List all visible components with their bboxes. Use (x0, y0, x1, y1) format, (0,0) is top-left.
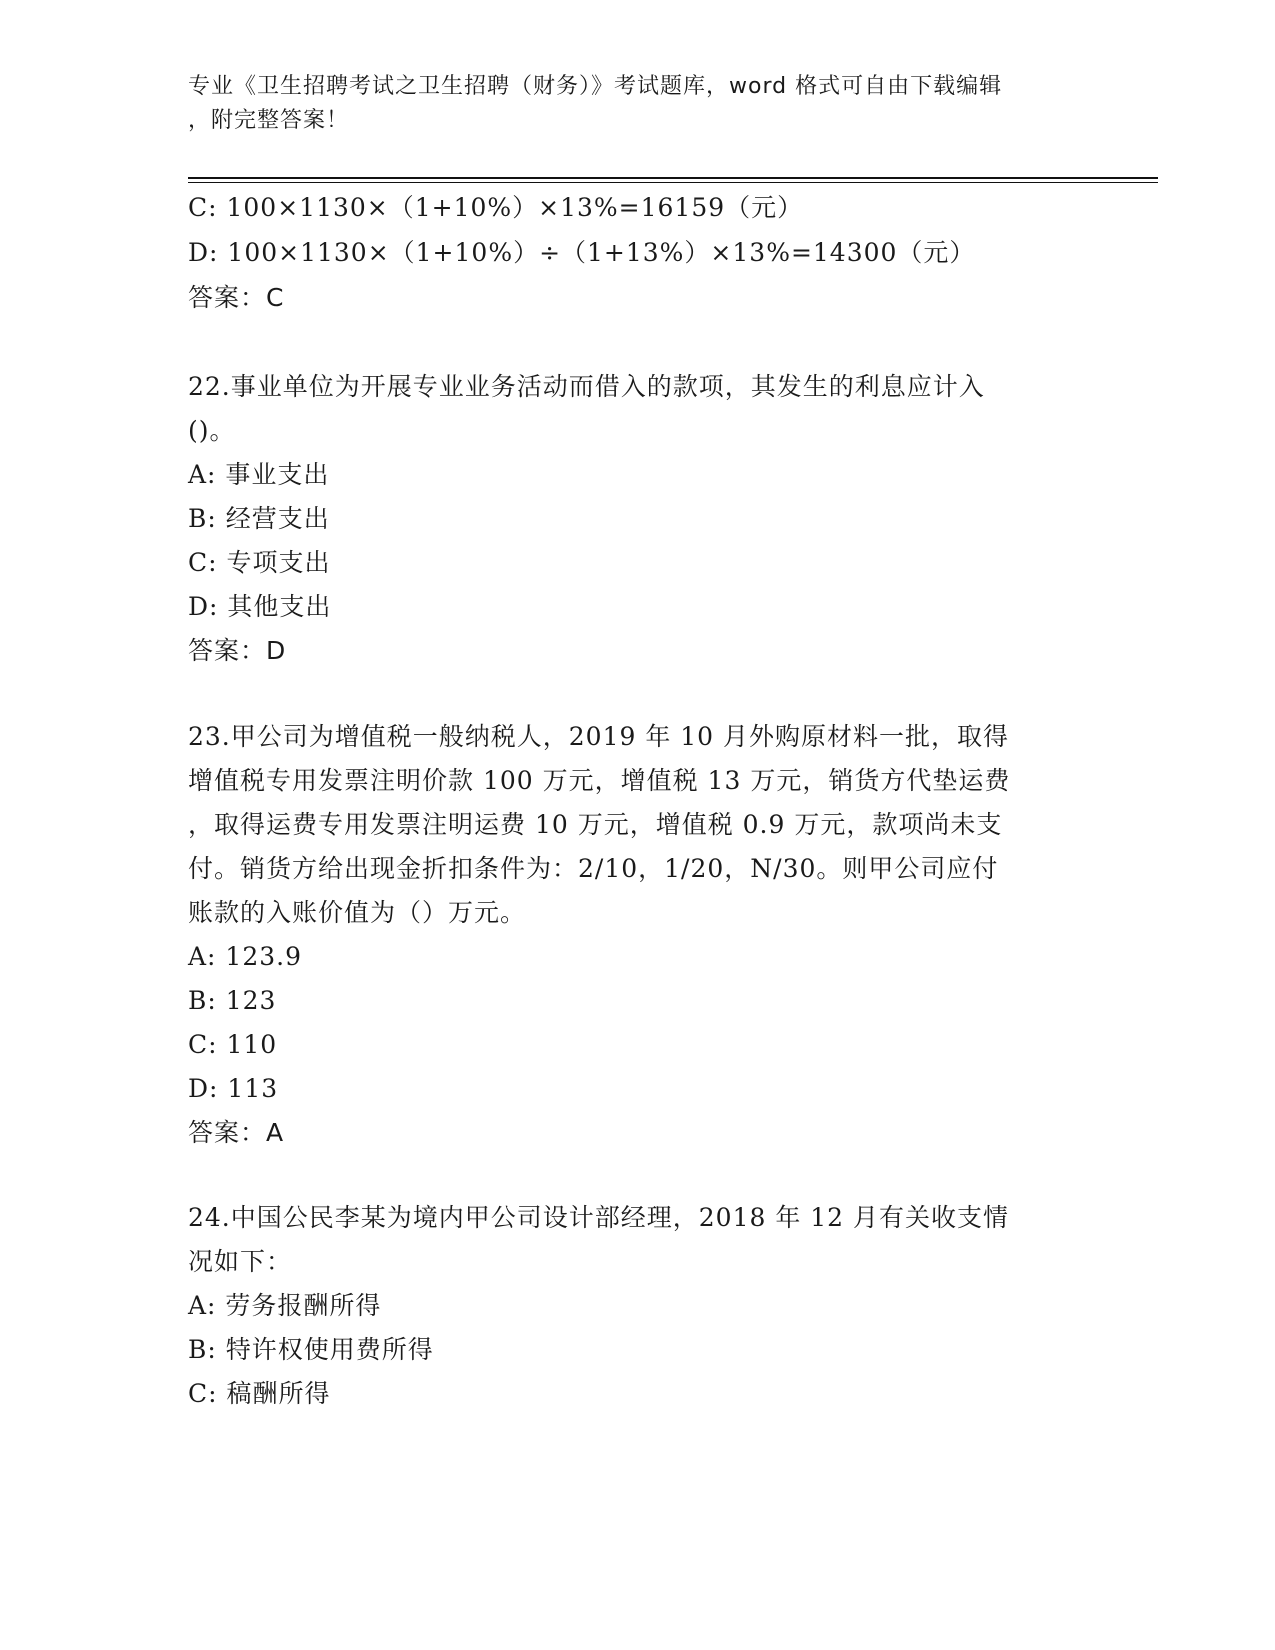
q22-answer: 答案：D (188, 636, 287, 665)
q23-option-a: A: 123.9 (188, 942, 302, 971)
q23-option-d: D: 113 (188, 1074, 279, 1103)
q21-option-d: D: 100×1130×（1+10%）÷（1+13%）×13%=14300（元） (188, 238, 976, 267)
q22-option-a: A: 事业支出 (188, 460, 330, 489)
q21-answer: 答案：C (188, 283, 285, 312)
q22-stem-line-1: 22.事业单位为开展专业业务活动而借入的款项，其发生的利息应计入 (188, 372, 985, 401)
header-line-2: ，附完整答案！ (188, 108, 350, 133)
header-divider-thick (188, 177, 1158, 179)
q22-option-b: B: 经营支出 (188, 504, 330, 533)
header-line-1: 专业《卫生招聘考试之卫生招聘（财务）》考试题库，word 格式可自由下载编辑 (188, 74, 1003, 99)
q23-option-c: C: 110 (188, 1030, 278, 1059)
q23-stem-line-2: 增值税专用发票注明价款 100 万元，增值税 13 万元，销货方代垫运费 (188, 766, 1011, 795)
q22-stem-line-2: ()。 (188, 416, 236, 445)
q23-stem-line-3: ，取得运费专用发票注明运费 10 万元，增值税 0.9 万元，款项尚未支 (188, 810, 1003, 839)
q23-stem-line-5: 账款的入账价值为（）万元。 (188, 898, 527, 927)
q23-option-b: B: 123 (188, 986, 277, 1015)
document-header (188, 70, 1088, 138)
q24-option-c: C: 稿酬所得 (188, 1379, 331, 1408)
q23-answer: 答案：A (188, 1118, 285, 1147)
q23-stem-line-1: 23.甲公司为增值税一般纳税人，2019 年 10 月外购原材料一批，取得 (188, 722, 1010, 751)
q22-option-d: D: 其他支出 (188, 592, 332, 621)
q24-stem-line-1: 24.中国公民李某为境内甲公司设计部经理，2018 年 12 月有关收支情 (188, 1203, 1010, 1232)
q22-option-c: C: 专项支出 (188, 548, 331, 577)
q21-option-c: C: 100×1130×（1+10%）×13%=16159（元） (188, 193, 804, 222)
header-divider-thin (188, 182, 1158, 183)
q24-stem-line-2: 况如下： (188, 1247, 293, 1276)
q23-stem-line-4: 付。销货方给出现金折扣条件为：2/10，1/20，N/30。则甲公司应付 (188, 854, 999, 883)
q24-option-b: B: 特许权使用费所得 (188, 1335, 434, 1364)
q24-option-a: A: 劳务报酬所得 (188, 1291, 382, 1320)
